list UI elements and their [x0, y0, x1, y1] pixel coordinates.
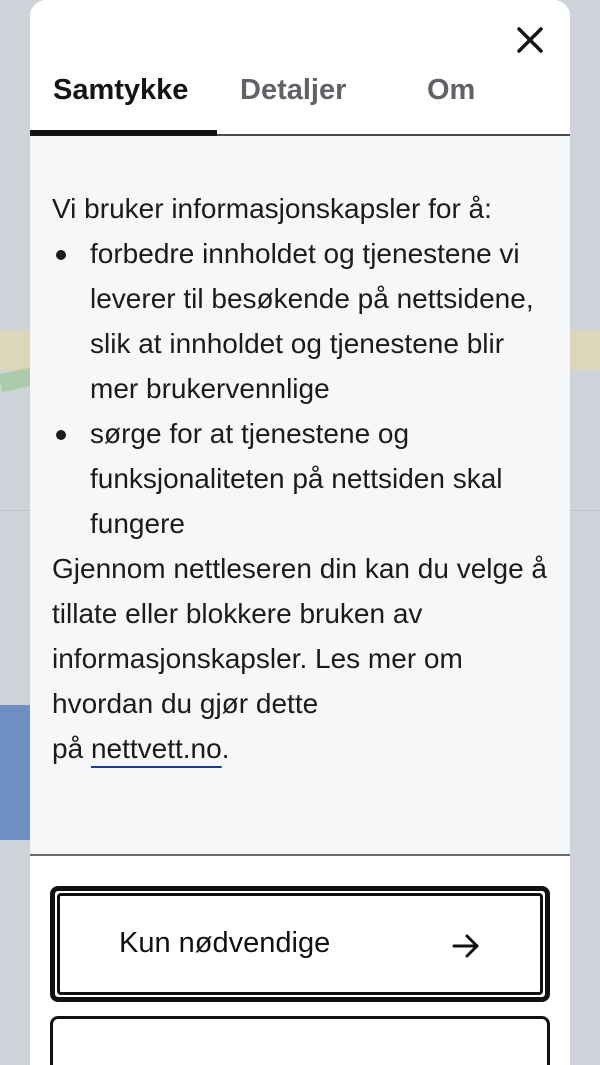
consent-content [30, 136, 570, 856]
background-shape [0, 330, 30, 370]
cookie-consent-dialog [30, 0, 570, 1065]
browser-info-text [52, 546, 550, 771]
arrow-right-icon [451, 931, 481, 961]
browser-info-suffix: . [221, 733, 230, 764]
purpose-list [52, 231, 550, 546]
list-item: sørge for at tjenestene og funksjonaliteten på nettsiden skal fungere [90, 411, 550, 546]
background-shape [0, 705, 30, 840]
intro-text: Vi bruker informasjonskapsler for å: [52, 193, 492, 224]
tab-consent[interactable]: Samtykke [53, 74, 189, 106]
second-action-button[interactable] [50, 1016, 550, 1065]
browser-info-prefix: på [52, 733, 84, 764]
necessary-only-label: Kun nødvendige [119, 927, 331, 959]
tab-bar [30, 64, 570, 136]
browser-info-body: Gjennom nettleseren din kan du velge å tillate eller blokkere bruken av informasjonskapsler. Les mer om hvordan du gjør dette [52, 553, 547, 719]
close-icon [517, 27, 543, 53]
list-item: forbedre innholdet og tjenestene vi leverer til besøkende på nettsidene, slik at innholdet og tjenestene blir mer brukervennlige [90, 231, 550, 411]
nettvett-link[interactable]: nettvett.no [90, 733, 222, 764]
necessary-only-button[interactable] [50, 886, 550, 1002]
tab-details[interactable]: Detaljer [240, 74, 347, 106]
tab-about[interactable]: Om [427, 74, 476, 106]
background-shape [570, 330, 600, 370]
close-button[interactable] [514, 24, 546, 56]
